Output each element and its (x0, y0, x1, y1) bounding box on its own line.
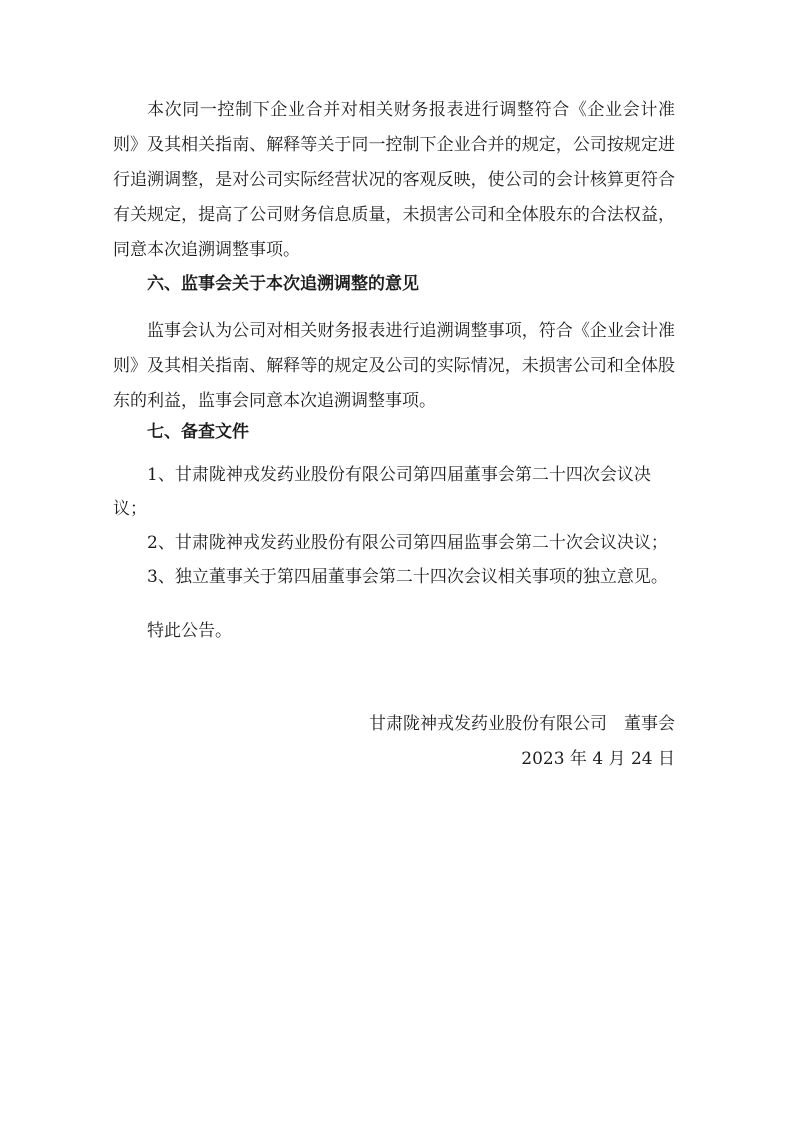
reference-document-item-3: 3、独立董事关于第四届董事会第二十四次会议相关事项的独立意见。 (147, 567, 668, 587)
signature-block (113, 707, 675, 777)
section-6-heading: 六、监事会关于本次追溯调整的意见 (147, 274, 419, 294)
reference-document-item-1: 1、甘肃陇神戎发药业股份有限公司第四届董事会第二十四次会议决议； (113, 465, 651, 519)
supervisory-board-opinion-paragraph: 监事会认为公司对相关财务报表进行追溯调整事项，符合《企业会计准则》及其相关指南、解释等的规定及公司的实际情况，未损害公司和全体股东的利益，监事会同意本次追溯调整事项。 (113, 321, 675, 411)
announcement-date: 2023 年 4 月 24 日 (521, 749, 675, 769)
reference-documents-list (113, 458, 675, 594)
reference-document-item-2: 2、甘肃陇神戎发药业股份有限公司第四届监事会第二十次会议决议； (147, 533, 668, 553)
closing-statement: 特此公告。 (147, 621, 232, 641)
company-signature: 甘肃陇神戎发药业股份有限公司 董事会 (369, 714, 675, 734)
board-opinion-paragraph: 本次同一控制下企业合并对相关财务报表进行调整符合《企业会计准则》及其相关指南、解释等关于同一控制下企业合并的规定，公司按规定进行追溯调整，是对公司实际经营状况的客观反映，使公司的会计核算更符合有关规定，提高了公司财务信息质量，未损害公司和全体股东的合法权益，同意本次追溯调整事项。 (113, 100, 675, 260)
section-7-heading: 七、备查文件 (147, 422, 249, 442)
